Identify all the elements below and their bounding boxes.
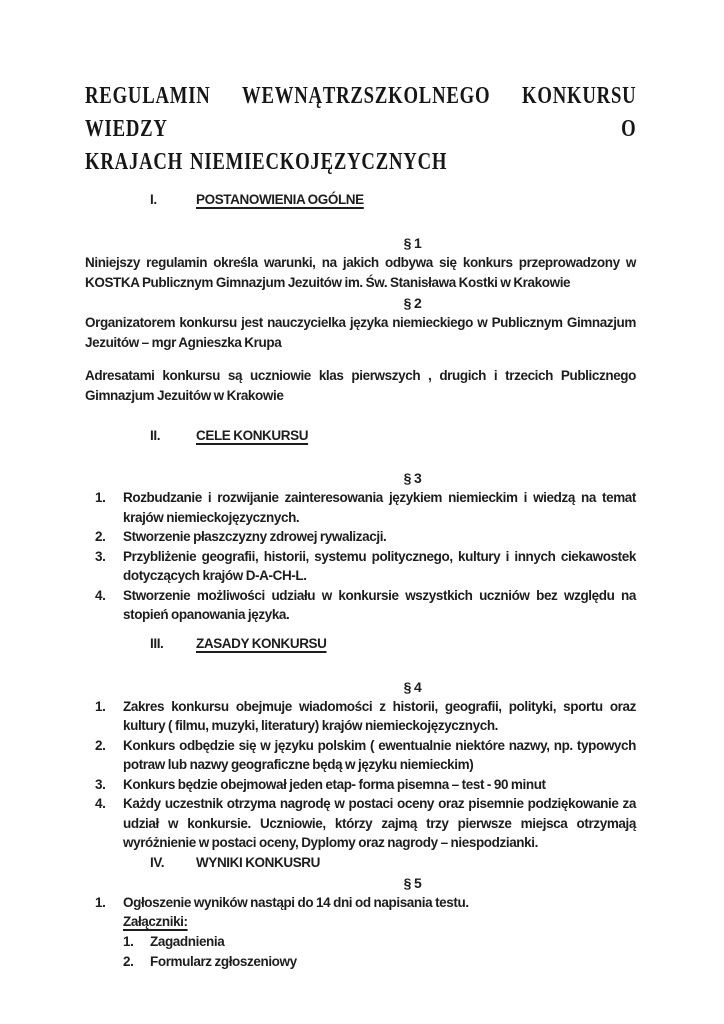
list-item-number: 2. — [95, 737, 106, 753]
list-item-number: 2. — [95, 529, 106, 544]
paragraph-2: Organizatorem konkursu jest nauczycielka języka niemieckiego w Publicznym Gimnazjum Jezuitów – mgr Agnieszka Krupa — [85, 315, 636, 350]
list-item — [85, 893, 636, 913]
paragraph-mark-4: § 4 — [403, 678, 422, 695]
list-item — [85, 775, 636, 795]
list-item-text: Ogłoszenie wyników nastąpi do 14 dni od napisania testu. — [123, 894, 469, 910]
section-1-heading-label: POSTANOWIENIA OGÓLNE — [196, 192, 364, 207]
section-4-list — [85, 893, 636, 913]
document-title-line-2: KRAJACH NIEMIECKOJĘZYCZNYCH — [85, 149, 448, 175]
list-item — [85, 736, 636, 775]
list-item-text: Przybliżenie geografii, historii, systemu politycznego, kultury i innych ciekawostek dotyczących krajów D-A-CH-L. — [123, 548, 636, 583]
section-3-heading — [150, 634, 636, 654]
section-1-heading — [150, 190, 636, 210]
section-1-numeral: I. — [150, 192, 157, 207]
list-item — [85, 547, 636, 586]
list-item-text: Zakres konkursu obejmuje wiadomości z historii, geografii, polityki, sportu oraz kultury ( filmu, muzyki, literatury) krajów niemieckojęzycznych. — [123, 698, 636, 733]
attachment-item-text: Zagadnienia — [150, 934, 225, 949]
paragraph-mark-5: § 5 — [403, 874, 422, 891]
attachment-item-number: 1. — [123, 934, 134, 949]
section-2-heading — [150, 426, 636, 446]
section-2-numeral: II. — [150, 428, 161, 443]
paragraph-mark-3: § 3 — [403, 470, 422, 486]
section-4-heading — [150, 853, 636, 873]
list-item-number: 1. — [95, 490, 106, 505]
section-4-heading-label: WYNIKI KONKUSRU — [196, 854, 320, 870]
list-item-text: Stworzenie możliwości udziału w konkursie wszystkich uczniów bez względu na stopień opanowania języka. — [123, 587, 636, 622]
list-item — [85, 488, 636, 527]
list-item-text: Stworzenie płaszczyzny zdrowej rywalizacji. — [123, 529, 387, 544]
section-3-heading-label: ZASADY KONKURSU — [196, 635, 327, 651]
section-3-list — [85, 697, 636, 853]
list-item-number: 4. — [95, 796, 106, 811]
attachment-item-number: 2. — [123, 953, 134, 969]
attachments-label: Załączniki: — [123, 914, 188, 929]
list-item — [85, 794, 636, 853]
list-item-text: Rozbudzanie i rozwijanie zainteresowania językiem niemieckim i wiedzą na temat krajów niemieckojęzycznych. — [123, 490, 636, 525]
attachment-item — [85, 952, 636, 972]
list-item-number: 1. — [95, 894, 106, 910]
paragraph-3: Adresatami konkursu są uczniowie klas pierwszych , drugich i trzecich Publicznego Gimnazjum Jezuitów w Krakowie — [85, 368, 636, 403]
list-item-text: Konkurs odbędzie się w języku polskim ( ewentualnie niektóre nazwy, np. typowych potraw lub nazwy geograficzne będą w języku niemieckim) — [123, 737, 636, 772]
document-title-line-1: REGULAMIN WEWNĄTRZSZKOLNEGO KONKURSU WIEDZY O — [85, 83, 637, 142]
list-item-text: Konkurs będzie obejmował jeden etap- forma pisemna – test - 90 minut — [123, 776, 546, 792]
list-item-number: 3. — [95, 548, 106, 564]
list-item-number: 4. — [95, 587, 106, 603]
paragraph-mark-2: § 2 — [403, 295, 422, 311]
attachment-item — [85, 932, 636, 952]
paragraph-mark-1: § 1 — [403, 235, 422, 251]
list-item — [85, 697, 636, 736]
section-3-numeral: III. — [150, 635, 164, 651]
list-item-text: Każdy uczestnik otrzyma nagrodę w postaci oceny oraz pisemnie podziękowanie za udział w konkursie. Uczniowie, którzy zajmą trzy pierwsze miejsca otrzymają wyróżnienie w postaci oceny, Dyplomy oraz nagrody – niespodzianki. — [123, 796, 636, 850]
document-title — [85, 80, 636, 179]
attachments-list — [85, 932, 636, 971]
paragraph-1: Niniejszy regulamin określa warunki, na jakich odbywa się konkurs przeprowadzony w KOSTKA Publicznym Gimnazjum Jezuitów im. Św. Stanisława Kostki w Krakowie — [85, 255, 636, 290]
list-item — [85, 586, 636, 625]
attachment-item-text: Formularz zgłoszeniowy — [150, 953, 297, 969]
list-item — [85, 527, 636, 547]
list-item-number: 3. — [95, 776, 106, 792]
section-4-numeral: IV. — [150, 854, 165, 870]
section-2-list — [85, 488, 636, 625]
list-item-number: 1. — [95, 698, 106, 714]
section-2-heading-label: CELE KONKURSU — [196, 428, 309, 443]
